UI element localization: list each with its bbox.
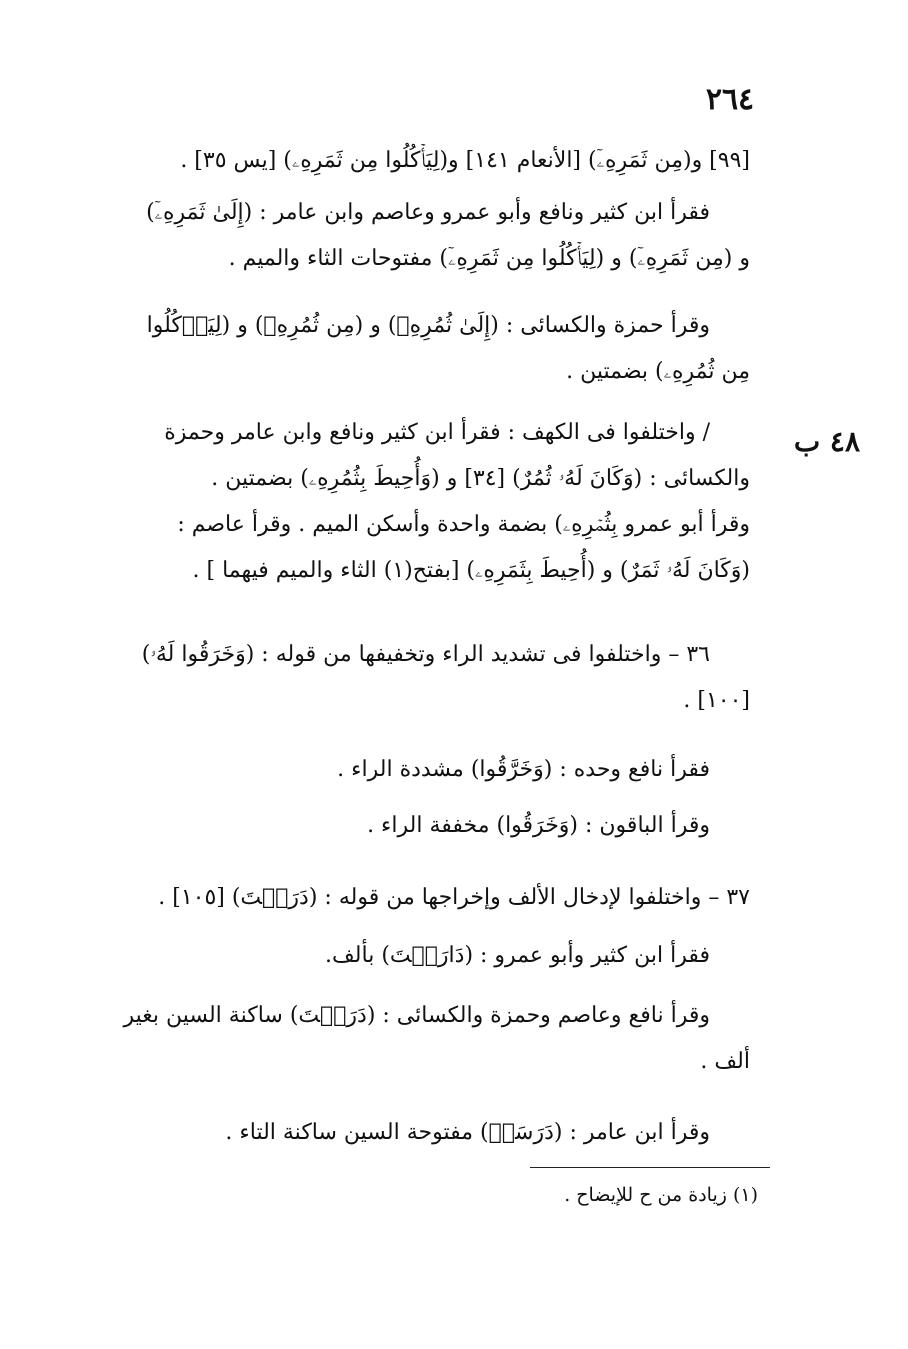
paragraph-fath-reading (100, 190, 750, 282)
text-line: وقرأ أبو عمرو بِثُمۡرِهِۦ) بضمة واحدة وأسكن الميم . وقرأ عاصم : (177, 512, 750, 537)
text-line: وقرأ حمزة والكسائى : (إِلَىٰ ثُمُرِهِۦ) و (مِن ثُمُرِهِۦ) و (لِيَأۡكُلُوا (146, 313, 710, 338)
page-number: ٢٦٤ (705, 82, 755, 117)
text-line: وقرأ نافع وعاصم وحمزة والكسائى : (دَرَسۡتَ) ساكنة السين بغير (123, 1003, 710, 1028)
paragraph-darasta-sukun (100, 993, 750, 1085)
footnote: (١) زيادة من ح للإيضاح . (564, 1184, 758, 1206)
paragraph-item-36 (100, 632, 750, 724)
text-line: والكسائى : (وَكَانَ لَهُۥ ثُمُرٌ) [٣٤] و (وَأُحِيطَ بِثُمُرِهِۦ) بضمتين . (211, 466, 750, 491)
paragraph-item-37 (100, 875, 750, 921)
paragraph-kahf-disagreement (100, 410, 750, 594)
paragraph-damm-reading (100, 303, 750, 395)
text-line: فقرأ ابن كثير وأبو عمرو : (دَارَسۡتَ) بألف. (325, 943, 710, 968)
text-line: [١٠٠] . (683, 688, 750, 713)
text-line: فقرأ نافع وحده : (وَخَرَّقُوا) مشددة الراء . (337, 757, 710, 782)
text-line: وقرأ ابن عامر : (دَرَسَتۡ) مفتوحة السين ساكنة التاء . (225, 1120, 710, 1145)
text-line: وقرأ الباقون : (وَخَرَقُوا) مخففة الراء . (367, 813, 710, 838)
text-line: ألف . (700, 1049, 750, 1074)
paragraph-ibn-amir-reading (100, 1110, 750, 1156)
text-line: / واختلفوا فى الكهف : فقرأ ابن كثير ونافع وابن عامر وحمزة (164, 420, 710, 445)
paragraph-darasta-alif (100, 933, 750, 979)
text-line: [٩٩] و(مِن ثَمَرِهِۦٓ) [الأنعام ١٤١] و(لِيَأۡكُلُوا مِن ثَمَرِهِۦ) [يس ٣٥] . (180, 148, 750, 173)
footnote-divider (530, 1167, 770, 1168)
text-line: و (مِن ثَمَرِهِۦٓ) و (لِيَأۡكُلُوا مِن ثَمَرِهِۦٓ) مفتوحات الثاء والميم . (228, 246, 750, 271)
text-line: مِن ثُمُرِهِۦ) بضمتين . (566, 359, 750, 384)
text-line: ٣٧ – واختلفوا لإدخال الألف وإخراجها من قوله : (دَرَسۡتَ) [١٠٥] . (158, 885, 750, 910)
text-line: (وَكَانَ لَهُۥ ثَمَرٌ) و (أُحِيطَ بِثَمَرِهِۦ) [بفتح(١) الثاء والميم فيهما ] . (192, 558, 750, 583)
text-line: فقرأ ابن كثير ونافع وأبو عمرو وعاصم وابن عامر : (إِلَىٰ ثَمَرِهِۦٓ) (146, 200, 710, 225)
text-line: ٣٦ – واختلفوا فى تشديد الراء وتخفيفها من قوله : (وَخَرَقُوا لَهُۥ) (141, 642, 710, 667)
paragraph-verse-references (100, 138, 750, 184)
margin-folio-note: ٤٨ ب (793, 425, 860, 458)
paragraph-kharraqu-readings (100, 742, 750, 854)
